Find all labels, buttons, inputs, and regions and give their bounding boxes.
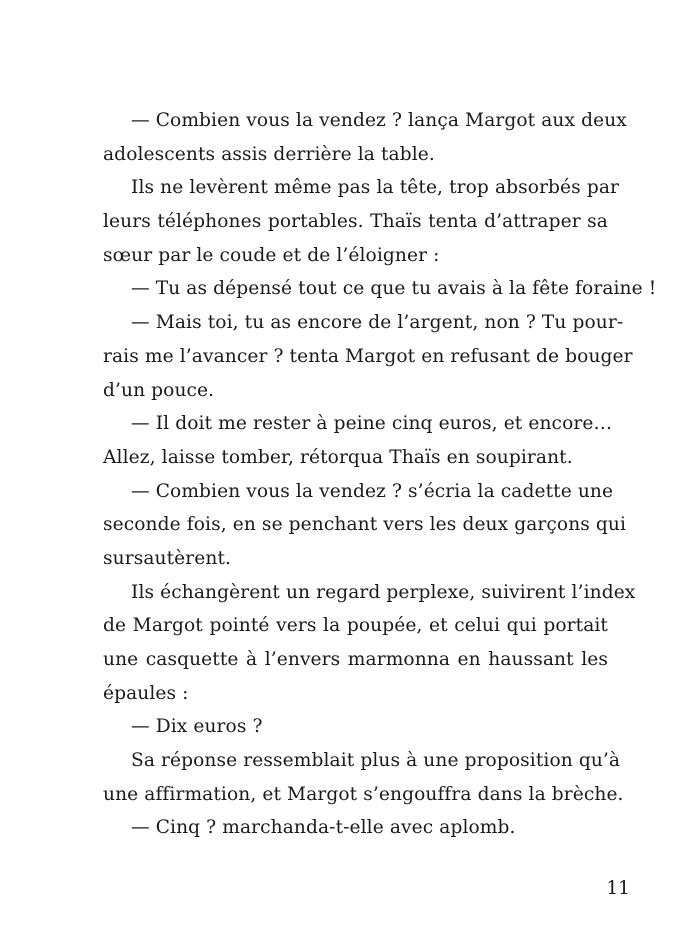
page-body-text — [103, 104, 657, 845]
text-line: d’un pouce. — [103, 379, 215, 401]
text-line: sursautèrent. — [103, 547, 232, 569]
paragraph — [103, 475, 627, 576]
text-line: de Margot pointé vers la poupée, et celui qui portait — [103, 615, 608, 637]
text-line: une affirmation, et Margot s’engouffra dans la brèche. — [103, 783, 624, 805]
text-line: — Combien vous la vendez ? s’écria la cadette une — [131, 480, 614, 502]
text-line: — Tu as dépensé tout ce que tu avais à la fête foraine ! — [131, 278, 657, 300]
text-line: — Il doit me rester à peine cinq euros, et encore… — [131, 413, 613, 435]
text-line: une casquette à l’envers marmonna en haussant les — [103, 649, 608, 670]
text-line: sœur par le coude et de l’éloigner : — [103, 244, 440, 266]
paragraph — [103, 576, 636, 711]
paragraph — [103, 710, 608, 744]
paragraph — [103, 744, 624, 811]
text-line: rais me l’avancer ? tenta Margot en refusant de bouger — [103, 345, 633, 367]
text-line: Allez, laisse tomber, rétorqua Thaïs en soupirant. — [103, 446, 573, 468]
text-line: Ils échangèrent un regard perplexe, suivirent l’index — [131, 581, 636, 603]
text-line: Ils ne levèrent même pas la tête, trop absorbés par — [131, 177, 619, 199]
paragraph — [103, 407, 613, 474]
page-number: 11 — [606, 878, 630, 899]
paragraph — [103, 306, 633, 407]
text-line: — Combien vous la vendez ? lança Margot aux deux — [131, 110, 627, 131]
text-line: Sa réponse ressemblait plus à une proposition qu’à — [131, 750, 621, 772]
text-line: — Cinq ? marchanda-t-elle avec aplomb. — [131, 817, 516, 839]
text-line: épaules : — [103, 682, 189, 704]
text-line: leurs téléphones portables. Thaïs tenta d’attraper sa — [103, 211, 608, 233]
text-line: adolescents assis derrière la table. — [103, 143, 435, 165]
paragraph — [103, 104, 627, 171]
paragraph — [103, 272, 657, 306]
text-line: — Dix euros ? — [131, 716, 263, 738]
text-line: seconde fois, en se penchant vers les deux garçons qui — [103, 514, 627, 536]
text-line: — Mais toi, tu as encore de l’argent, non ? Tu pour- — [131, 312, 624, 334]
paragraph — [103, 811, 608, 845]
paragraph — [103, 171, 619, 272]
